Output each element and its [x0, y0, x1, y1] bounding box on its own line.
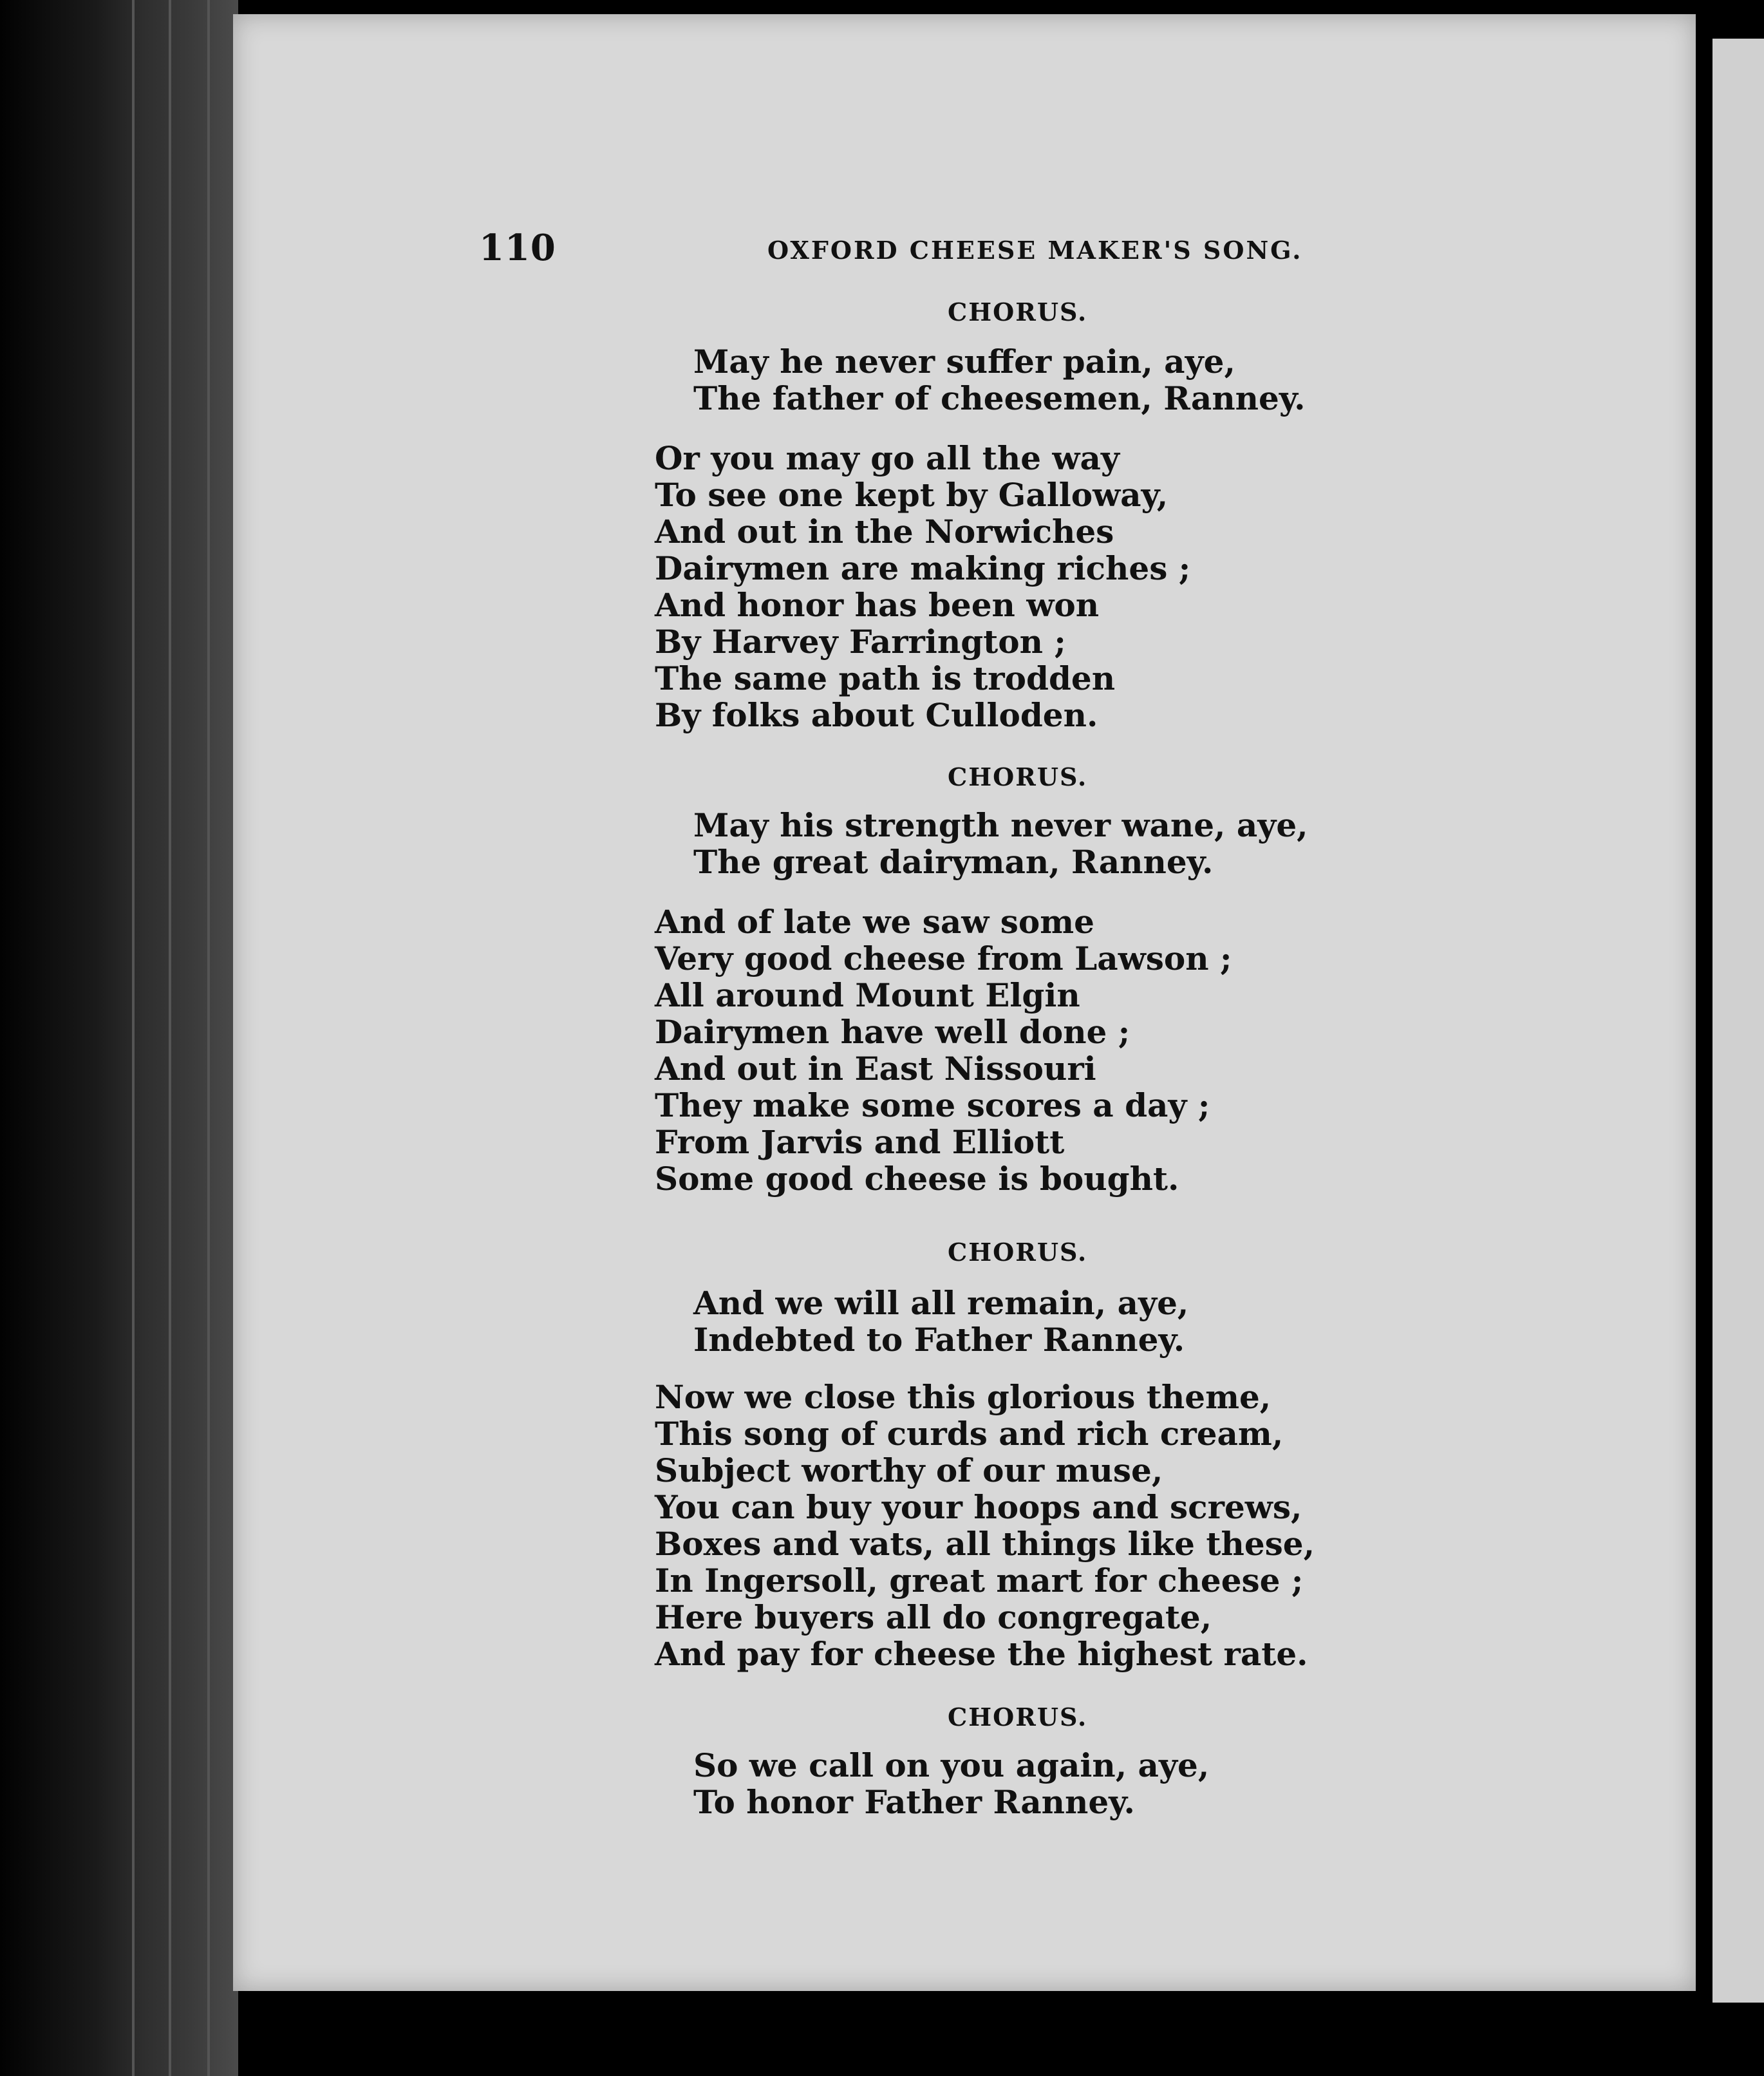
verse-line: Dairymen are making riches ; — [655, 549, 1191, 587]
verse-line: And of late we saw some — [655, 903, 1094, 941]
spine-edge-line — [207, 0, 210, 2076]
verse-line: From Jarvis and Elliott — [655, 1123, 1065, 1161]
verse-line: Subject worthy of our muse, — [655, 1451, 1163, 1489]
facing-page-edge — [1712, 39, 1764, 2003]
chorus-line: And we will all remain, aye, — [693, 1284, 1189, 1322]
verse-line: This song of curds and rich cream, — [655, 1415, 1284, 1453]
spine-edge-line — [169, 0, 171, 2076]
running-title: OXFORD CHEESE MAKER'S SONG. — [767, 236, 1303, 265]
chorus-label: CHORUS. — [948, 1238, 1088, 1267]
verse-line: And out in the Norwiches — [655, 513, 1114, 551]
verse-line: Here buyers all do congregate, — [655, 1598, 1212, 1636]
spine-edge-line — [132, 0, 135, 2076]
verse-line: You can buy your hoops and screws, — [655, 1488, 1302, 1526]
verse-line: And honor has been won — [655, 586, 1100, 624]
chorus-line: The father of cheesemen, Ranney. — [693, 379, 1306, 417]
verse-line: In Ingersoll, great mart for cheese ; — [655, 1562, 1304, 1599]
chorus-label: CHORUS. — [948, 1703, 1088, 1732]
chorus-line: The great dairyman, Ranney. — [693, 843, 1214, 881]
verse-line: Now we close this glorious theme, — [655, 1378, 1271, 1416]
page-header — [233, 227, 1696, 269]
verse-line: They make some scores a day ; — [655, 1086, 1210, 1124]
verse-line: By Harvey Farrington ; — [655, 623, 1066, 661]
verse-line: All around Mount Elgin — [655, 976, 1080, 1014]
verse-line: Or you may go all the way — [655, 439, 1120, 477]
verse-line: To see one kept by Galloway, — [655, 476, 1168, 514]
page-number: 110 — [479, 227, 556, 269]
book-spine — [0, 0, 238, 2076]
chorus-line: May his strength never wane, aye, — [693, 806, 1308, 844]
book-page — [233, 14, 1696, 1991]
verse-line: Dairymen have well done ; — [655, 1013, 1131, 1051]
chorus-line: So we call on you again, aye, — [693, 1746, 1210, 1784]
verse-line: The same path is trodden — [655, 659, 1116, 697]
verse-line: Very good cheese from Lawson ; — [655, 939, 1232, 977]
chorus-label: CHORUS. — [948, 297, 1088, 326]
chorus-line: Indebted to Father Ranney. — [693, 1321, 1185, 1359]
verse-line: By folks about Culloden. — [655, 696, 1098, 734]
verse-line: Boxes and vats, all things like these, — [655, 1525, 1315, 1563]
verse-line: And out in East Nissouri — [655, 1050, 1096, 1088]
verse-line: Some good cheese is bought. — [655, 1160, 1179, 1198]
chorus-line: May he never suffer pain, aye, — [693, 343, 1235, 381]
chorus-label: CHORUS. — [948, 762, 1088, 791]
verse-line: And pay for cheese the highest rate. — [655, 1635, 1308, 1673]
chorus-line: To honor Father Ranney. — [693, 1783, 1135, 1821]
